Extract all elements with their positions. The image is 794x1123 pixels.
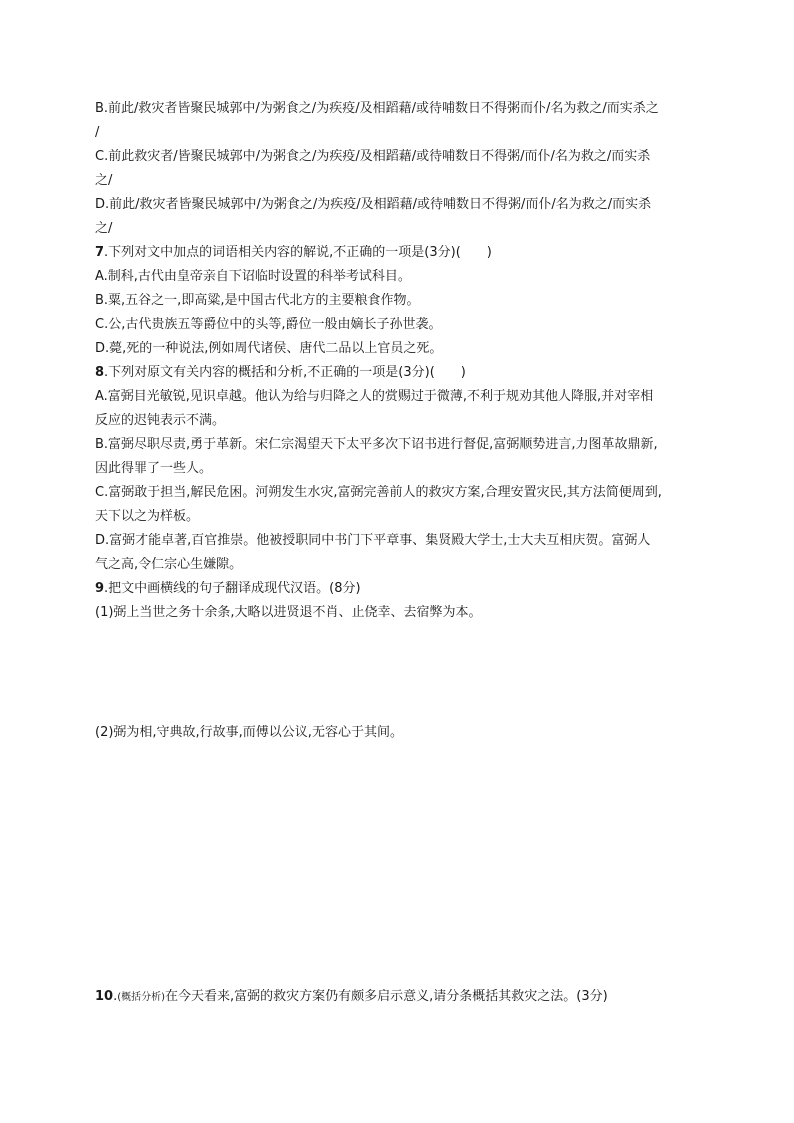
q8-option-d-line1: D.富弼才能卓著,百官推崇。他被授职同中书门下平章事、集贤殿大学士,士大夫互相庆贺。富弼人	[95, 533, 651, 548]
q8-title-text: .下列对原文有关内容的概括和分析,不正确的一项是(3分)( )	[104, 365, 466, 380]
q10-title-text: 在今天看来,富弼的救灾方案仍有颇多启示意义,请分条概括其救灾之法。(3分)	[165, 989, 608, 1004]
q8-title	[95, 365, 705, 381]
q8-option-d-line2: 气之高,令仁宗心生嫌隙。	[95, 557, 243, 572]
q7-number: 7	[95, 245, 105, 260]
q8-option-a-line1: A.富弼目光敏锐,见识卓越。他认为给与归降之人的赏赐过于微薄,不利于规劝其他人降服,并对宰相	[95, 389, 654, 404]
q6-option-c-line1: C.前此救灾者/皆聚民城郭中/为粥食之/为疾疫/及相蹈藉/或待哺数日不得粥/而仆/名为救之/而实杀	[95, 149, 651, 164]
q8-option-c-line1: C.富弼敢于担当,解民危困。河朔发生水灾,富弼完善前人的救灾方案,合理安置灾民,其方法简便周到,	[95, 485, 662, 500]
q6-option-b-line2: /	[95, 125, 100, 140]
q8-number: 8	[95, 365, 105, 380]
q9-title	[95, 581, 705, 597]
q8-option-c-line2: 天下以之为样板。	[95, 509, 200, 524]
q9-sub2: (2)弼为相,守典故,行故事,而傅以公议,无容心于其间。	[95, 725, 403, 740]
q7-option-d: D.薨,死的一种说法,例如周代诸侯、唐代二品以上官员之死。	[95, 341, 443, 356]
q10-number: 10	[95, 989, 114, 1004]
q7-option-a: A.制科,古代由皇帝亲自下诏临时设置的科举考试科目。	[95, 269, 411, 284]
q9-sub1: (1)弼上当世之务十余条,大略以进贤退不肖、止侥幸、去宿弊为本。	[95, 605, 482, 620]
q8-option-b-line1: B.富弼尽职尽责,勇于革新。宋仁宗渴望天下太平多次下诏书进行督促,富弼顺势进言,力图革故鼎新,	[95, 437, 658, 452]
q6-option-d-line1: D.前此/救灾者皆聚民城郭中/为粥食之/为疾疫/及相蹈藉/或待哺数日不得粥/而仆/名为救之/而实杀	[95, 197, 652, 212]
q9-number: 9	[95, 581, 105, 596]
q6-option-c-line2: 之/	[95, 173, 113, 188]
q6-option-d-line2: 之/	[95, 221, 113, 236]
q10-title: 10.(概括分析)在今天看来,富弼的救灾方案仍有颇多启示意义,请分条概括其救灾之法。(3分)	[95, 989, 608, 1004]
q6-option-b-line1: B.前此/救灾者皆聚民城郭中/为粥食之/为疾疫/及相蹈藉/或待哺数日不得粥而仆/名为救之/而实杀之	[95, 101, 659, 116]
q7-title	[95, 245, 705, 261]
q9-title-text: .把文中画横线的句子翻译成现代汉语。(8分)	[104, 581, 361, 596]
q7-option-b: B.粟,五谷之一,即高粱,是中国古代北方的主要粮食作物。	[95, 293, 420, 308]
q8-option-b-line2: 因此得罪了一些人。	[95, 461, 213, 476]
q10-tag: (概括分析)	[117, 992, 166, 1003]
q8-option-a-line2: 反应的迟钝表示不满。	[95, 413, 226, 428]
q7-option-c: C.公,古代贵族五等爵位中的头等,爵位一般由嫡长子孙世袭。	[95, 317, 442, 332]
q7-title-text: .下列对文中加点的词语相关内容的解说,不正确的一项是(3分)( )	[104, 245, 492, 260]
